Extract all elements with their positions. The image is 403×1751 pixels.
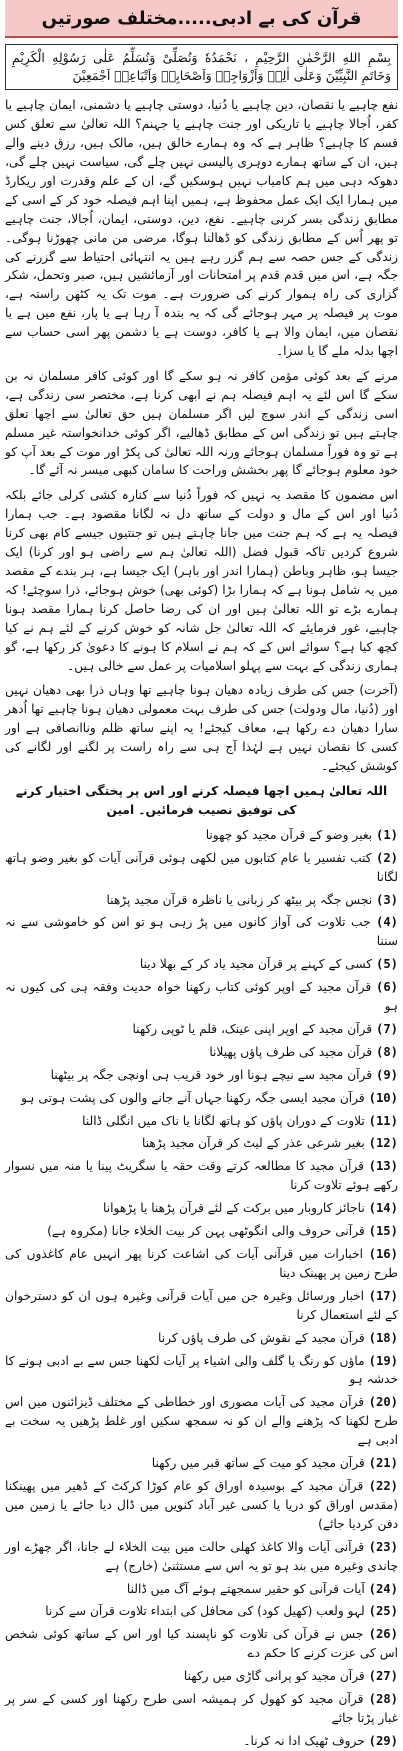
item-number: (4) (375, 915, 398, 930)
item-text: قرآن مجید کے بوسیدہ اوراق کو عام کوڑا کرکٹ کے ڈھیر میں پھینکنا (مقدس اوراق کو دریا یا کسی غیر آباد کنویں میں ڈال دیا جائے یا زمین میں دفن کردیا جائے) (5, 1478, 398, 1531)
item-text: اخبارات میں قرآنی آیات کی اشاعت کرنا پھر انہیں عام کاغذوں کی طرح زمین پر پھینک دینا (5, 1247, 398, 1280)
item-text: اخبار ورسائل وغیرہ جن میں آیات قرآنی وغیرہ ہوں ان کو دسترخوان کے لئے استعمال کرنا (5, 1288, 398, 1322)
item-number: (24) (368, 1581, 398, 1596)
list-item (5, 891, 398, 910)
item-number: (16) (368, 1247, 398, 1261)
rules-list (5, 826, 398, 1751)
list-item (5, 1199, 398, 1218)
item-text: قرآن مجید کا مطالعہ کرتے وقت حقہ یا سگریٹ پینا یا منہ میں نسوار رکھے ہوئے تلاوت کرنا (5, 1159, 398, 1193)
item-text: بغیر شرعی عذر کے لیٹ کر قرآن مجید پڑھنا (142, 1136, 365, 1151)
item-number: (17) (368, 1288, 398, 1303)
item-number: (14) (368, 1201, 398, 1216)
list-item (5, 1157, 398, 1195)
list-item (5, 1538, 398, 1576)
list-item (5, 1089, 398, 1108)
item-text: قرآن مجید کے اوپر کوئی کتاب رکھنا خواہ حدیث وفقہ ہی کی کیوں نہ ہو (5, 980, 398, 1014)
page-title: قرآن کی بے ادبی.....مختلف صورتیں (5, 0, 398, 38)
list-item (5, 1066, 398, 1085)
list-item (5, 849, 398, 887)
item-number: (15) (368, 1224, 398, 1239)
list-item (5, 1222, 398, 1241)
list-item (5, 913, 398, 951)
item-text: قرآن مجید کو کھول کر ہمیشہ اسی طرح رکھنا اور کسی کے سر پر غبار پڑتا جائے (5, 1692, 398, 1725)
item-text: ماؤں کو رنگ یا گلف والی اشیاء پر آیات لکھنا جس سے بے ادبی ہونے کا خدشہ ہو (5, 1353, 398, 1387)
item-text: قرآنی حروف والی انگوٹھی پہن کر بیت الخلاء جانا (مکروہ ہے) (47, 1224, 365, 1239)
list-item (5, 1352, 398, 1390)
paragraph: نفع چاہیے یا نقصان، دین چاہیے یا دُنیا، دوستی چاہیے یا دشمنی، ایمان چاہیے یا کفر، اُجالا چاہیے یا تاریکی اور جنت چاہیے یا جہنم؟ اللہ تعالیٰ سے تعلق کس قسم کا چاہیے؟ ظاہر ہے کہ وہ ہمارے خالق ہیں، مالک ہیں، رزق دینے والے ہیں، ان کے ساتھ ہمارے دوہری پالیسی نہیں چلے گی، سیاست نہیں چلے گی، دھوکہ دہی میں ہم کامیاب نہیں ہوسکیں گے، ان کے علم وقدرت اور ریکارڈ میں ہمارا ایک ایک عمل محفوظ ہے، ہمیں اپنا اہم فیصلہ خود کر کے اسی کے مطابق زندگی بسر کرنی چاہیے۔ نفع، دین، دوستی، ایمان، اُجالا، جنت چاہیے تو پھر اُس کے مطابق زندگی کو ڈھالنا ہوگا، مرضی من مانی چھوڑنا ہوگی۔ زندگی کے جس حصہ سے ہم گزر رہے ہیں یہ انتہائی احتیاط سے گزرنے کی جگہ ہے، اس میں قدم قدم پر امتحانات اور آزمائشیں ہیں، صبر وتحمل، شکر گزاری کی راہ ہموار کرنے کی ضرورت ہے۔ موت تک یہ کٹھن راستہ ہے، موت پر فیصلہ پر مہر ہوجائے گی کہ یہ بندہ آ رہا ہے یا پار، نفع میں ہے یا نقصان میں، ایمان والا ہے یا کافر، دوست ہے یا دشمن پھر اسی حساب سے اچھا بدلہ ملے گا یا سزا۔ (5, 98, 398, 359)
item-text: حروف ٹھیک ادا نہ کرنا۔ (243, 1733, 365, 1748)
item-text: قرآن مجید سے نیچے ہونا اور خود قریب ہی اونچی جگہ پر بیٹھنا (50, 1067, 373, 1082)
item-text: قرآن مجید ایسی جگہ رکھنا جہاں آنے جانے والوں کی پشت ہوتی ہو (21, 1090, 365, 1105)
item-number: (26) (368, 1627, 398, 1642)
item-number: (2) (375, 850, 399, 865)
item-text: نجس جگہ پر بیٹھ کر زبانی یا ناظرہ قرآن مجید پڑھنا (106, 892, 373, 907)
bismillah-box (5, 44, 398, 90)
item-number: (22) (368, 1478, 399, 1493)
item-number: (27) (368, 1669, 398, 1684)
item-number: (13) (368, 1159, 398, 1174)
item-text: لہو ولعب (کھیل کود) کی محافل کی ابتداء تلاوت قرآن سے کرنا (45, 1604, 365, 1619)
item-number: (9) (375, 1067, 398, 1082)
list-item (5, 1043, 398, 1062)
list-item (5, 1393, 398, 1450)
item-text: قرآن مجید کے اوپر اپنی عینک، قلم یا ٹوپی رکھنا (132, 1021, 373, 1036)
item-text: تلاوت کے دوران پاؤں کو ہاتھ لگانا یا ناک میں انگلی ڈالنا (82, 1113, 365, 1128)
item-text: ناجائز کاروبار میں برکت کے لئے قرآن پڑھنا یا پڑھوانا (103, 1201, 365, 1216)
list-item (5, 1602, 398, 1621)
item-number: (29) (368, 1733, 398, 1748)
list-item (5, 1245, 398, 1283)
list-item (5, 1690, 398, 1728)
item-text: قرآن مجید کے نقوش کی طرف پاؤں کرنا (158, 1330, 365, 1345)
item-text: کسی کے کہنے پر قرآن مجید یاد کر کے بھلا دینا (139, 957, 373, 972)
list-item (5, 978, 398, 1016)
paragraph: اس مضمون کا مقصد یہ نہیں کہ فوراً دُنیا سے کنارہ کشی کرلی جائے بلکہ دُنیا اور اس کے مال و دولت کے ساتھ دل نہ لگانا مقصود ہے۔ جب ہمارا فیصلہ یہ ہے کہ ہم جنت میں جانا چاہتے ہیں تو جنتیوں جیسے کام بھی کرنا شروع کردیں تاکہ قبول فضل (اللہ تعالیٰ ہم سے راضی ہو اور کرنا) ایک جیسا ہو، ظاہر وباطن (ہمارا اندر اور باہر) ایک جیسا ہے، ہر بندے کے مقصد میں یہ شامل ہونا ہے کہ ہمارا بڑا (کوئی بھی) خوش ہوجائے، ذرا سوچئے! کہ ہمارے بڑے تو اللہ تعالیٰ ہیں اور ان کی رضا حاصل کرنا ہمارا مقصد ہونا چاہیے، غور فرمایئے کہ اللہ تعالیٰ جل شانہ کو خوش کرنے کے لئے ہم نے کیا کچھ کیا ہے؟ سوائے اس کے کہ ہم نے اسلام کا ہونے کا دعویٰ کر رکھا ہے، گو ہماری زندگی کے بہت سے پہلو اسلامیات پر عمل سے خالی ہیں۔ (5, 488, 398, 673)
item-number: (12) (368, 1136, 398, 1151)
paragraph: (آخرت) جس کی طرف زیادہ دھیان ہونا چاہیے تھا وہاں ذرا بھی دھیان نہیں اور (دُنیا، مال ودولت) جس کی طرف بہت معمولی دھیان ہونا چاہیے تھا اُدھر سارا دھیان دے رکھا ہے، معاف کیجئے! یہ اپنے ساتھ ظلم وناانصافی ہے اور کسی کا نقصان نہیں ہے لہٰذا آج ہی سے راہ راست پر لگنے اور لگانے کی کوشش کیجئے۔ (5, 683, 398, 774)
list-item (5, 1329, 398, 1348)
item-text: قرآنی آیات والا کاغذ کھلی حالت میں بیت الخلاء لے جانا، اگر چھڑے اور چاندی وغیرہ میں بند ہو تو یہ اس سے مستثنیٰ (خارج) ہے (5, 1539, 398, 1573)
list-item (5, 1112, 398, 1131)
item-text: کتب تفسیر یا عام کتابوں میں لکھی ہوئی قرآنی آیات کو بغیر وضو ہاتھ لگانا (5, 850, 398, 884)
item-number: (20) (368, 1395, 399, 1410)
list-item (5, 1134, 398, 1153)
list-item (5, 1477, 398, 1534)
list-item (5, 1667, 398, 1686)
item-text: قرآن مجید کو میت کے ساتھ قبر میں رکھنا (151, 1456, 365, 1471)
item-number: (10) (368, 1090, 398, 1105)
item-text: قرآن مجید کی طرف پاؤں پھیلانا (209, 1044, 373, 1059)
item-number: (18) (368, 1330, 398, 1345)
item-number: (21) (368, 1456, 398, 1471)
article-body (5, 96, 398, 1751)
item-text: آیات قرآنی کو حقیر سمجھتے ہوئے آگ میں ڈالنا (126, 1581, 365, 1596)
item-number: (1) (375, 827, 398, 842)
item-number: (6) (375, 980, 399, 995)
item-number: (19) (368, 1353, 399, 1368)
item-number: (28) (368, 1692, 399, 1707)
list-item (5, 1580, 398, 1599)
item-text: قرآن مجید کی آیات مصوری اور خطاطی کے مختلف ڈیزائنوں میں اس طرح لکھنا کہ پڑھنے والے ان کو نہ سمجھ سکیں اور غلط پڑھیں یہ سخت بے ادبی ہے (5, 1395, 398, 1448)
item-number: (11) (368, 1113, 398, 1128)
item-text: جس نے قرآن کی تلاوت کو ناپسند کیا اور اس کے ساتھ کوئی شخص اس کی عزت کرنے کا حکم دے (5, 1627, 398, 1661)
item-text: جب تلاوت کی آواز کانوں میں پڑ رہی ہو تو اس کو خاموشی سے نہ سننا (5, 915, 398, 949)
item-text: قرآن مجید کو پرانی گاڑی میں رکھنا (183, 1669, 365, 1684)
item-number: (5) (375, 957, 398, 972)
list-item (5, 1732, 398, 1751)
dua-line: اللہ تعالیٰ ہمیں اچھا فیصلہ کرنے اور اس پر پختگی اختیار کرنے کی توفیق نصیب فرمائیں۔ امین (15, 783, 388, 817)
item-text: بغیر وضو کے قرآن مجید کو چھونا (205, 827, 373, 842)
bismillah-text: بِسْمِ اللهِ الرَّحْمٰنِ الرَّحِيْمِ ، نَحْمَدُهٗ وَنُصَلِّىْ وَنُسَلِّمُ عَلٰى رَسُوْلِهِ الْكَرِيْمِ وَخَاتَمِ النَّبِيِّيْنَ وَعَلٰى اٰلِهٖ وَاَزْوَاجِهٖ وَاَصْحَابِهٖ وَاَتْبَاعِهٖ اَجْمَعِيْنَ (12, 50, 391, 84)
list-item (5, 955, 398, 974)
list-item (5, 1454, 398, 1473)
item-number: (23) (368, 1539, 398, 1554)
item-number: (7) (375, 1021, 398, 1036)
list-item (5, 1020, 398, 1039)
item-number: (3) (375, 892, 398, 907)
paragraph: مرنے کے بعد کوئی مؤمن کافر نہ ہو سکے گا اور کوئی کافر مسلمان نہ بن سکے گا اس لئے یہ اہم فیصلہ ہم نے ابھی کرنا ہے، مختصر سی زندگی ہے، اسی زندگی کے اندر سوچ لیں اگر مسلمان ہیں حق تعالیٰ سے اچھا تعلق چاہتے ہیں تو زندگی اس کے مطابق ڈھالیے، اگر کوئی خدانخواستہ غیر مسلم ہے تو وہ فوراً مسلمان ہوجائے ورنہ اللہ تعالیٰ کی پکڑ اور موت کے بعد آپ کو خود معلوم ہوجائے گا پھر بخشش وراحت کا سامان کبھی میسر نہ آئے گا۔ (5, 368, 398, 478)
list-item (5, 1287, 398, 1325)
item-number: (8) (375, 1044, 398, 1059)
list-item (5, 1625, 398, 1663)
item-number: (25) (368, 1604, 398, 1619)
list-item (5, 826, 398, 845)
